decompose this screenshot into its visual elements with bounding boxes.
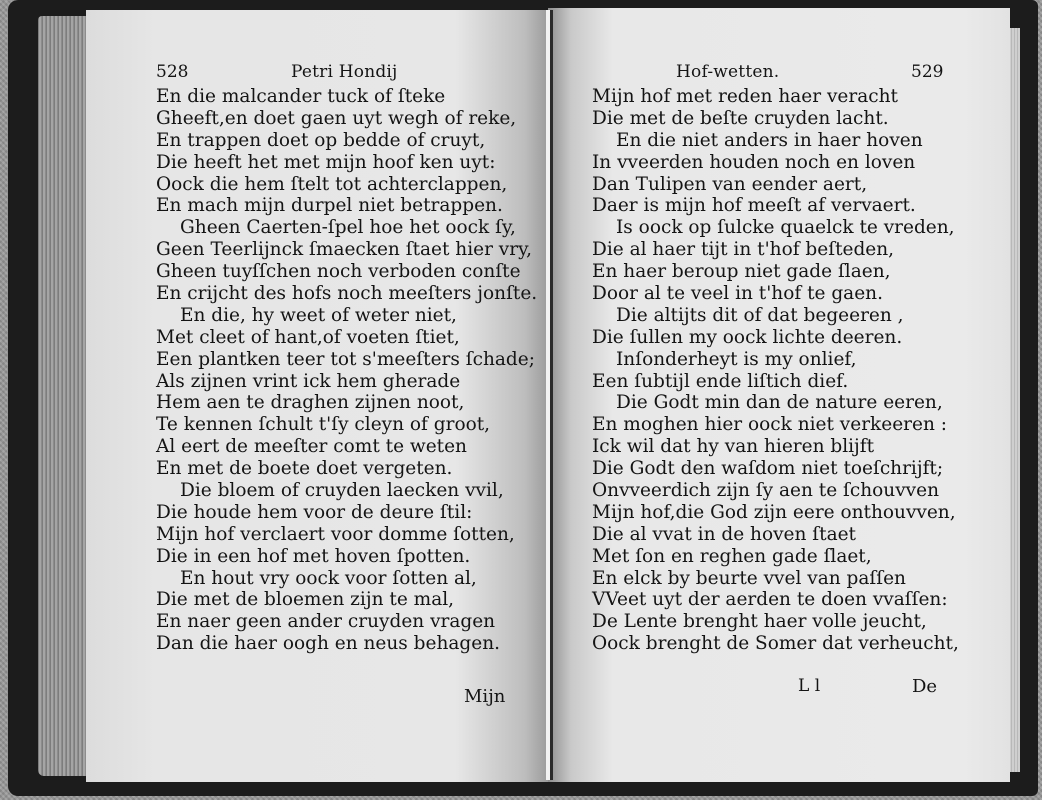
running-head: Petri Hondij: [291, 62, 398, 82]
verse-line: Die altijts dit of dat begeeren ,: [616, 304, 904, 326]
verse-line: Oock die hem ſtelt tot achterclappen,: [156, 173, 508, 195]
verse-line: Die ſullen my oock lichte deeren.: [592, 326, 903, 348]
catchword: Mijn: [464, 686, 506, 707]
page-number: 529: [911, 62, 944, 82]
verse-line: En naer geen ander cruyden vragen: [156, 611, 496, 633]
page-number: 528: [156, 62, 189, 82]
signature-mark: L l: [798, 676, 821, 696]
verse-line: Oock brenght de Somer dat verheucht,: [592, 633, 959, 655]
verse-line: De Lente brenght haer volle jeucht,: [592, 611, 927, 633]
verse-text: [592, 86, 959, 655]
verse-line: Al eert de meeſter comt te weten: [156, 436, 467, 458]
verse-line: En met de boete doet vergeten.: [156, 458, 453, 480]
verse-line: Die met de beſte cruyden lacht.: [592, 107, 889, 129]
verse-line: Met cleet of hant,of voeten ſtiet,: [156, 326, 460, 348]
verse-line: Als zijnen vrint ick hem gherade: [156, 370, 461, 392]
verse-line: En mach mijn durpel niet betrappen.: [156, 195, 503, 217]
verse-line: En die, hy weet of weter niet,: [180, 304, 457, 326]
verse-line: En haer beroup niet gade ſlaen,: [592, 261, 891, 283]
verse-line: Die met de bloemen zijn te mal,: [156, 589, 455, 611]
verse-line: Te kennen ſchult t'ſy cleyn of groot,: [156, 414, 491, 436]
verse-line: En hout vry oock voor ſotten al,: [180, 567, 477, 589]
verse-line: Onvveerdich zijn ſy aen te ſchouvven: [592, 480, 939, 502]
verse-line: Daer is mijn hof meeſt af vervaert.: [592, 195, 916, 217]
running-head: Hof-wetten.: [676, 62, 780, 82]
left-page-edges: [38, 16, 90, 776]
verse-line: Die Godt den waſdom niet toeſchrijft;: [592, 458, 944, 480]
verse-line: En die niet anders in haer hoven: [616, 129, 923, 151]
verse-line: En elck by beurte vvel van paſſen: [592, 567, 906, 589]
verse-line: Gheen tuyſſchen noch verboden conſte: [156, 261, 521, 283]
left-page: [86, 10, 548, 782]
verse-line: Ick wil dat hy van hieren blijft: [592, 436, 875, 458]
verse-line: Die heeft het met mijn hoof ken uyt:: [156, 151, 496, 173]
verse-line: En trappen doet op bedde of cruyt,: [156, 129, 486, 151]
verse-line: Gheeft,en doet gaen uyt wegh of reke,: [156, 107, 517, 129]
verse-line: Geen Teerlijnck ſmaecken ſtaet hier vry,: [156, 239, 532, 261]
verse-line: Die bloem of cruyden laecken vvil,: [180, 480, 504, 502]
verse-line: Die in een hof met hoven ſpotten.: [156, 545, 471, 567]
verse-line: Dan die haer oogh en neus behagen.: [156, 633, 500, 655]
verse-line: Mijn hof verclaert voor domme ſotten,: [156, 523, 515, 545]
catchword: De: [912, 676, 938, 697]
verse-line: Dan Tulipen van eender aert,: [592, 173, 868, 195]
verse-line: Die al haer tijt in t'hof beſteden,: [592, 239, 895, 261]
verse-line: Hem aen te draghen zijnen noot,: [156, 392, 465, 414]
verse-line: Die houde hem voor de deure ſtil:: [156, 501, 473, 523]
verse-line: Inſonderheyt is my onlief,: [616, 348, 857, 370]
verse-line: Een plantken teer tot s'meeſters ſchade;: [156, 348, 535, 370]
verse-line: Is oock op ſulcke quaelck te vreden,: [616, 217, 955, 239]
verse-line: En moghen hier oock niet verkeeren :: [592, 414, 947, 436]
verse-line: En crijcht des hofs noch meeſters jonſte.: [156, 283, 538, 305]
verse-line: Die Godt min dan de nature eeren,: [616, 392, 943, 414]
verse-line: Door al te veel in t'hof te gaen.: [592, 283, 883, 305]
verse-line: Mijn hof met reden haer veracht: [592, 86, 898, 107]
verse-line: Met ſon en reghen gade ſlaet,: [592, 545, 872, 567]
right-page: [548, 8, 1010, 782]
verse-line: En die malcander tuck of ſteke: [156, 86, 446, 107]
verse-text: [156, 86, 537, 655]
verse-line: Mijn hof,die God zijn eere onthouvven,: [592, 501, 956, 523]
verse-line: Die al vvat in de hoven ſtaet: [592, 523, 856, 545]
verse-line: Een ſubtijl ende liſtich dief.: [592, 370, 849, 392]
verse-line: Gheen Caerten-ſpel hoe het oock ſy,: [180, 217, 516, 239]
verse-line: In vveerden houden noch en loven: [592, 151, 916, 173]
verse-line: VVeet uyt der aerden te doen vvaſſen:: [592, 589, 948, 611]
gutter-crease: [550, 10, 553, 780]
